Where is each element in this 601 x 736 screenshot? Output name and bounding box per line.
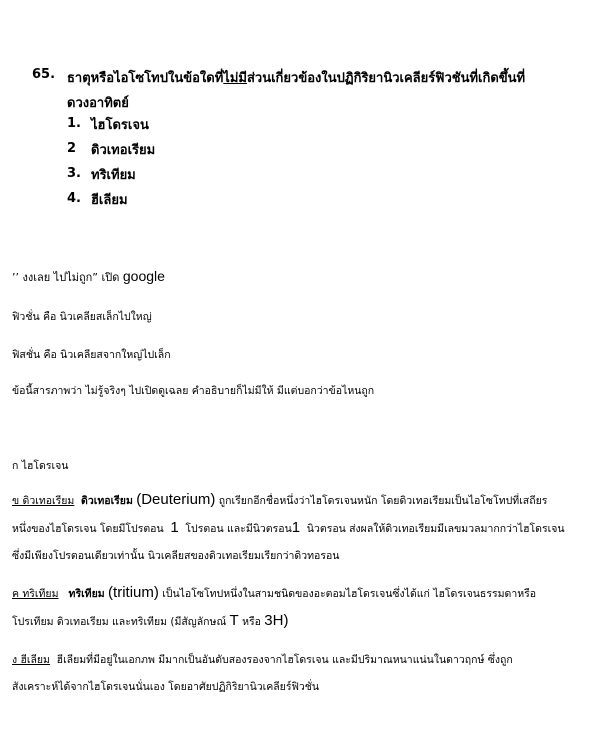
google-word: google: [122, 268, 165, 284]
option-number: 4.: [67, 191, 81, 206]
answer-b-line2: หนึ่งของไฮโดรเจน โดยมีโปรตอน 1 โปรตอน และมีนิวตรอน1 นิวตรอน ส่งผลให้ดิวเทอเรียมมีเลขมวลมากกว่าไฮโดรเจน: [12, 519, 565, 536]
option-text: ฮีเลียม: [91, 193, 128, 208]
option-number: 3.: [67, 166, 81, 181]
question-text-line2: ดวงอาทิตย์: [67, 96, 129, 111]
answer-d-line1: ง ฮีเลียม ฮีเลียมที่มีอยู่ในเอกภพ มีมากเป็นอันดับสองรองจากไฮโดรเจน และมีปริมาณหนาแน่นในดาวฤกษ์ ซึ่งถูก: [12, 654, 513, 666]
option-text: ทริเทียม: [91, 168, 136, 183]
answer-b-label: ข ดิวเทอเรียม: [12, 495, 75, 507]
answer-d-label: ง ฮีเลียม: [12, 654, 50, 666]
answer-c-label: ค ทริเทียม: [12, 588, 59, 600]
note-google-line: ’’ งงเลย ไปไม่ถูก” เปิด google: [12, 268, 165, 284]
option-text: ดิวเทอเรียม: [91, 143, 156, 158]
question-text-line1: ธาตุหรือไอโซโทปในข้อใดที่ไม่มีส่วนเกี่ยวข้องในปฏิกิริยานิวเคลียร์ฟิวชันที่เกิดขึ้นที่: [67, 71, 526, 86]
answer-c-line1: ค ทริเทียม ทริเทียม (tritium) เป็นไอโซโทปหนึ่งในสามชนิดของอะตอมไฮโดรเจนซึ่งได้แก่ ไฮโดรเจนธรรมดาหรือ: [12, 584, 537, 601]
option-text: ไฮโดรเจน: [91, 118, 149, 133]
answer-b-line1: ข ดิวเทอเรียม ดิวเทอเรียม (Deuterium) ถูกเรียกอีกชื่อหนึ่งว่าไฮโดรเจนหนัก โดยดิวเทอเรียมเป็นไอโซโทปที่เสถียร: [12, 491, 548, 508]
answer-b-line3: ซึ่งมีเพียงโปรตอนเดียวเท่านั้น นิวเคลียสของดิวเทอเรียมเรียกว่าดิวทอรอน: [12, 550, 340, 562]
answer-a: ก ไฮโดรเจน: [12, 460, 69, 472]
option-number: 2: [67, 141, 77, 156]
note-fission: ฟิสชั่น คือ นิวเคลียสจากใหญ่ไปเล็ก: [12, 349, 171, 361]
answer-c-line2: โปรเทียม ดิวเทอเรียม และทริเทียม (มีสัญลักษณ์ T หรือ 3H): [12, 612, 289, 629]
note-fusion: ฟิวชั่น คือ นิวเคลียสเล็กไปใหญ่: [12, 311, 152, 323]
option-number: 1.: [67, 116, 81, 131]
question-underlined-word: ไม่มี: [223, 71, 247, 86]
note-comment: ข้อนี้สารภาพว่า ไม่รู้จริงๆ ไปเปิดดูเฉลย คำอธิบายก็ไม่มีให้ มีแต่บอกว่าข้อไหนถูก: [12, 385, 375, 397]
question-number: 65.: [32, 67, 56, 82]
answer-d-line2: สังเคราะห์ได้จากไฮโดรเจนนั่นเอง โดยอาศัยปฏิกิริยานิวเคลียร์ฟิวชั่น: [12, 681, 320, 693]
